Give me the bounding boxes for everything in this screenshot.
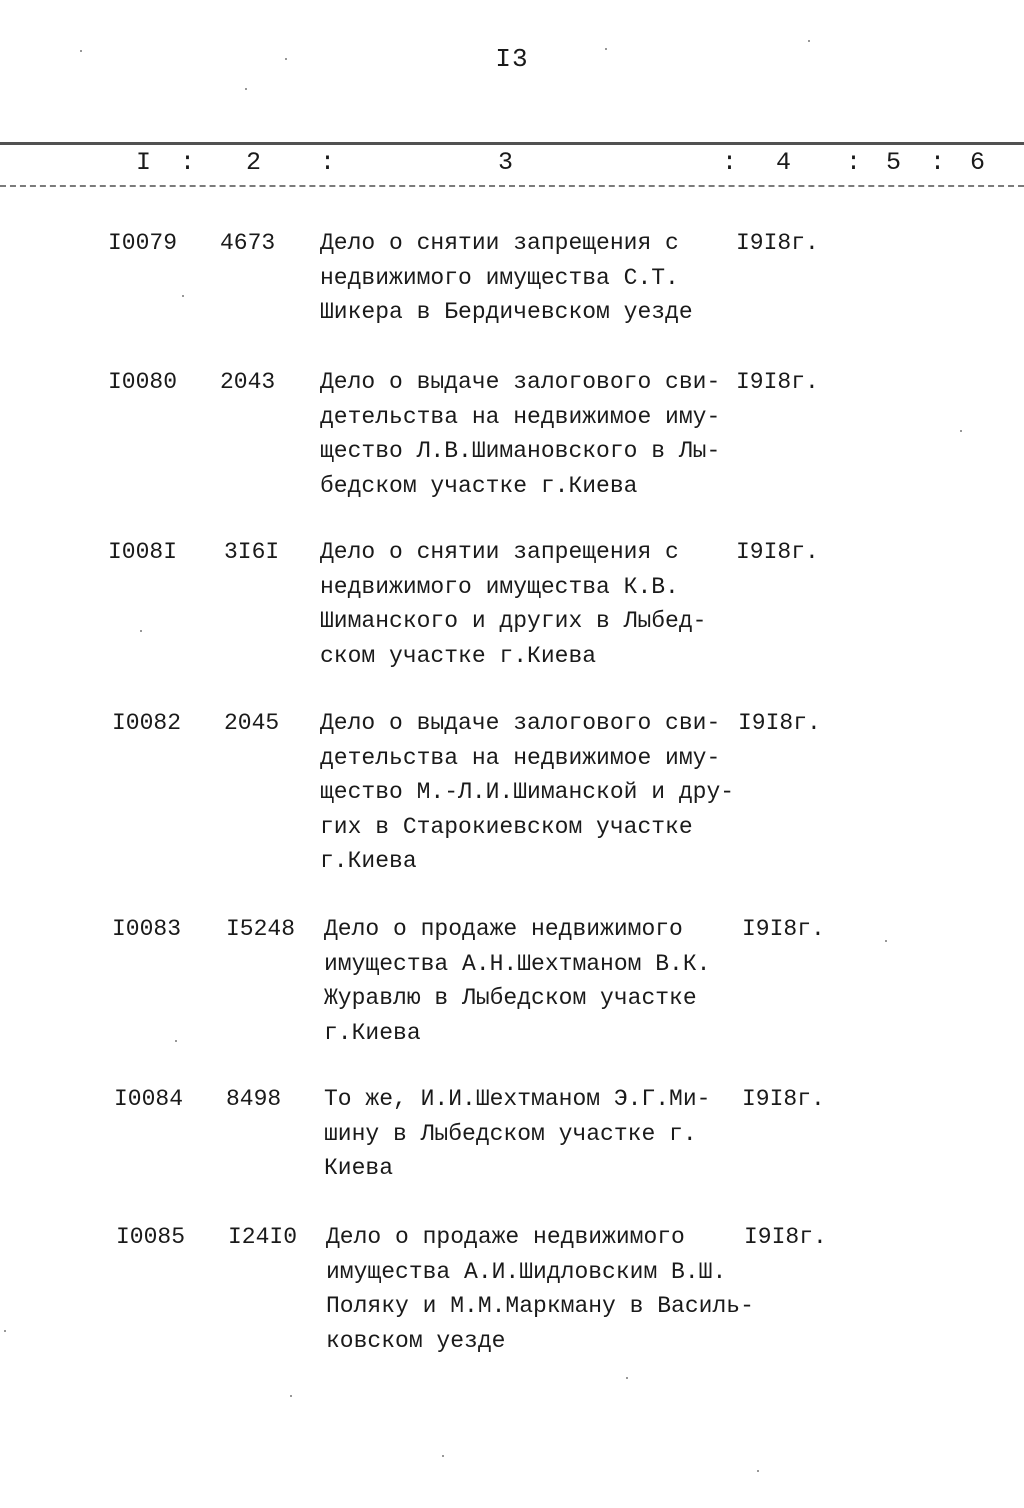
scan-speck <box>808 40 810 42</box>
scan-speck <box>885 940 887 942</box>
column-header-2: 2 <box>246 148 262 177</box>
column-separator: : <box>180 148 196 177</box>
entry-description <box>320 226 740 330</box>
description-line: детельства на недвижимое иму- <box>320 403 721 430</box>
description-line: ском участке г.Киева <box>320 642 597 669</box>
scan-speck <box>290 1395 292 1397</box>
description-line: г.Киева <box>320 848 417 874</box>
entry-id: I0083 <box>112 916 182 942</box>
column-header-1: I <box>136 148 152 177</box>
entry-id: I0084 <box>114 1086 184 1112</box>
entry-description <box>320 535 740 673</box>
scan-speck <box>175 1040 177 1042</box>
scan-speck <box>182 295 184 297</box>
column-header-4: 4 <box>776 148 792 177</box>
entry-number: 3I6I <box>224 539 280 565</box>
description-line: Шиманского и других в Лыбед- <box>320 608 707 634</box>
description-line: щество М.-Л.И.Шиманской и дру- <box>320 779 735 805</box>
description-line: Журавлю в Лыбедском участке <box>324 985 697 1011</box>
entry-description <box>320 706 740 879</box>
description-line: бедском участке г.Киева <box>320 472 638 499</box>
entry-number: 4673 <box>220 230 276 256</box>
description-line: щество Л.В.Шимановского в Лы- <box>320 438 721 464</box>
column-header-3: 3 <box>498 148 514 177</box>
description-line: недвижимого имущества К.В. <box>320 573 679 600</box>
entry-description <box>326 1220 754 1358</box>
column-separator: : <box>930 148 946 177</box>
scan-speck <box>960 430 962 432</box>
scan-speck <box>80 50 82 52</box>
description-line: Дело о продаже недвижимого <box>326 1224 685 1250</box>
entry-year: I9I8г. <box>742 1086 825 1112</box>
entry-year: I9I8г. <box>744 1224 827 1250</box>
header-bottom-rule <box>0 185 1024 187</box>
entry-year: I9I8г. <box>738 710 821 736</box>
scan-speck <box>757 1470 759 1472</box>
header-top-rule <box>0 142 1024 145</box>
column-header-6: 6 <box>970 148 986 177</box>
description-line: имущества А.И.Шидловским В.Ш. <box>326 1258 727 1285</box>
description-line: Дело о выдаче залогового сви- <box>320 369 721 395</box>
entry-year: I9I8г. <box>736 230 819 256</box>
entry-description <box>320 365 740 503</box>
entry-number: 2045 <box>224 710 280 736</box>
description-line: детельства на недвижимое иму- <box>320 744 721 771</box>
scan-speck <box>626 1377 628 1379</box>
entry-number: I5248 <box>226 916 296 942</box>
page-number: I3 <box>495 44 529 74</box>
entry-year: I9I8г. <box>742 916 825 942</box>
description-line: г.Киева <box>324 1019 421 1046</box>
description-line: Дело о снятии запрещения с <box>320 230 679 256</box>
description-line: То же, И.И.Шехтманом Э.Г.Ми- <box>324 1086 711 1112</box>
description-line: гих в Старокиевском участке <box>320 813 693 840</box>
scan-speck <box>605 48 607 50</box>
description-line: Киева <box>324 1155 394 1181</box>
column-header-5: 5 <box>886 148 902 177</box>
entry-description <box>324 1082 744 1186</box>
entry-id: I008I <box>108 539 178 565</box>
scan-speck <box>4 1330 6 1332</box>
scan-speck <box>442 1455 444 1457</box>
column-separator: : <box>320 148 336 177</box>
entry-number: 8498 <box>226 1086 282 1112</box>
description-line: недвижимого имущества С.Т. <box>320 264 679 291</box>
entry-number: I24I0 <box>228 1224 298 1250</box>
scan-speck <box>140 630 142 632</box>
description-line: Поляку и М.М.Маркману в Василь- <box>326 1293 754 1319</box>
column-header-row <box>0 146 1024 182</box>
scan-speck <box>245 88 247 90</box>
description-line: шину в Лыбедском участке г. <box>324 1120 697 1147</box>
description-line: Дело о продаже недвижимого <box>324 916 683 942</box>
description-line: Дело о снятии запрещения с <box>320 539 679 565</box>
column-separator: : <box>722 148 738 177</box>
column-separator: : <box>846 148 862 177</box>
entry-year: I9I8г. <box>736 539 819 565</box>
scan-speck <box>285 58 287 60</box>
entry-id: I0085 <box>116 1224 186 1250</box>
description-line: ковском уезде <box>326 1327 506 1354</box>
entry-number: 2043 <box>220 369 276 395</box>
entry-id: I0082 <box>112 710 182 736</box>
description-line: Дело о выдаче залогового сви- <box>320 710 721 736</box>
entry-id: I0080 <box>108 369 178 395</box>
description-line: имущества А.Н.Шехтманом В.К. <box>324 950 711 977</box>
entry-id: I0079 <box>108 230 178 256</box>
description-line: Шикера в Бердичевском уезде <box>320 299 693 325</box>
entry-description <box>324 912 744 1050</box>
entry-year: I9I8г. <box>736 369 819 395</box>
